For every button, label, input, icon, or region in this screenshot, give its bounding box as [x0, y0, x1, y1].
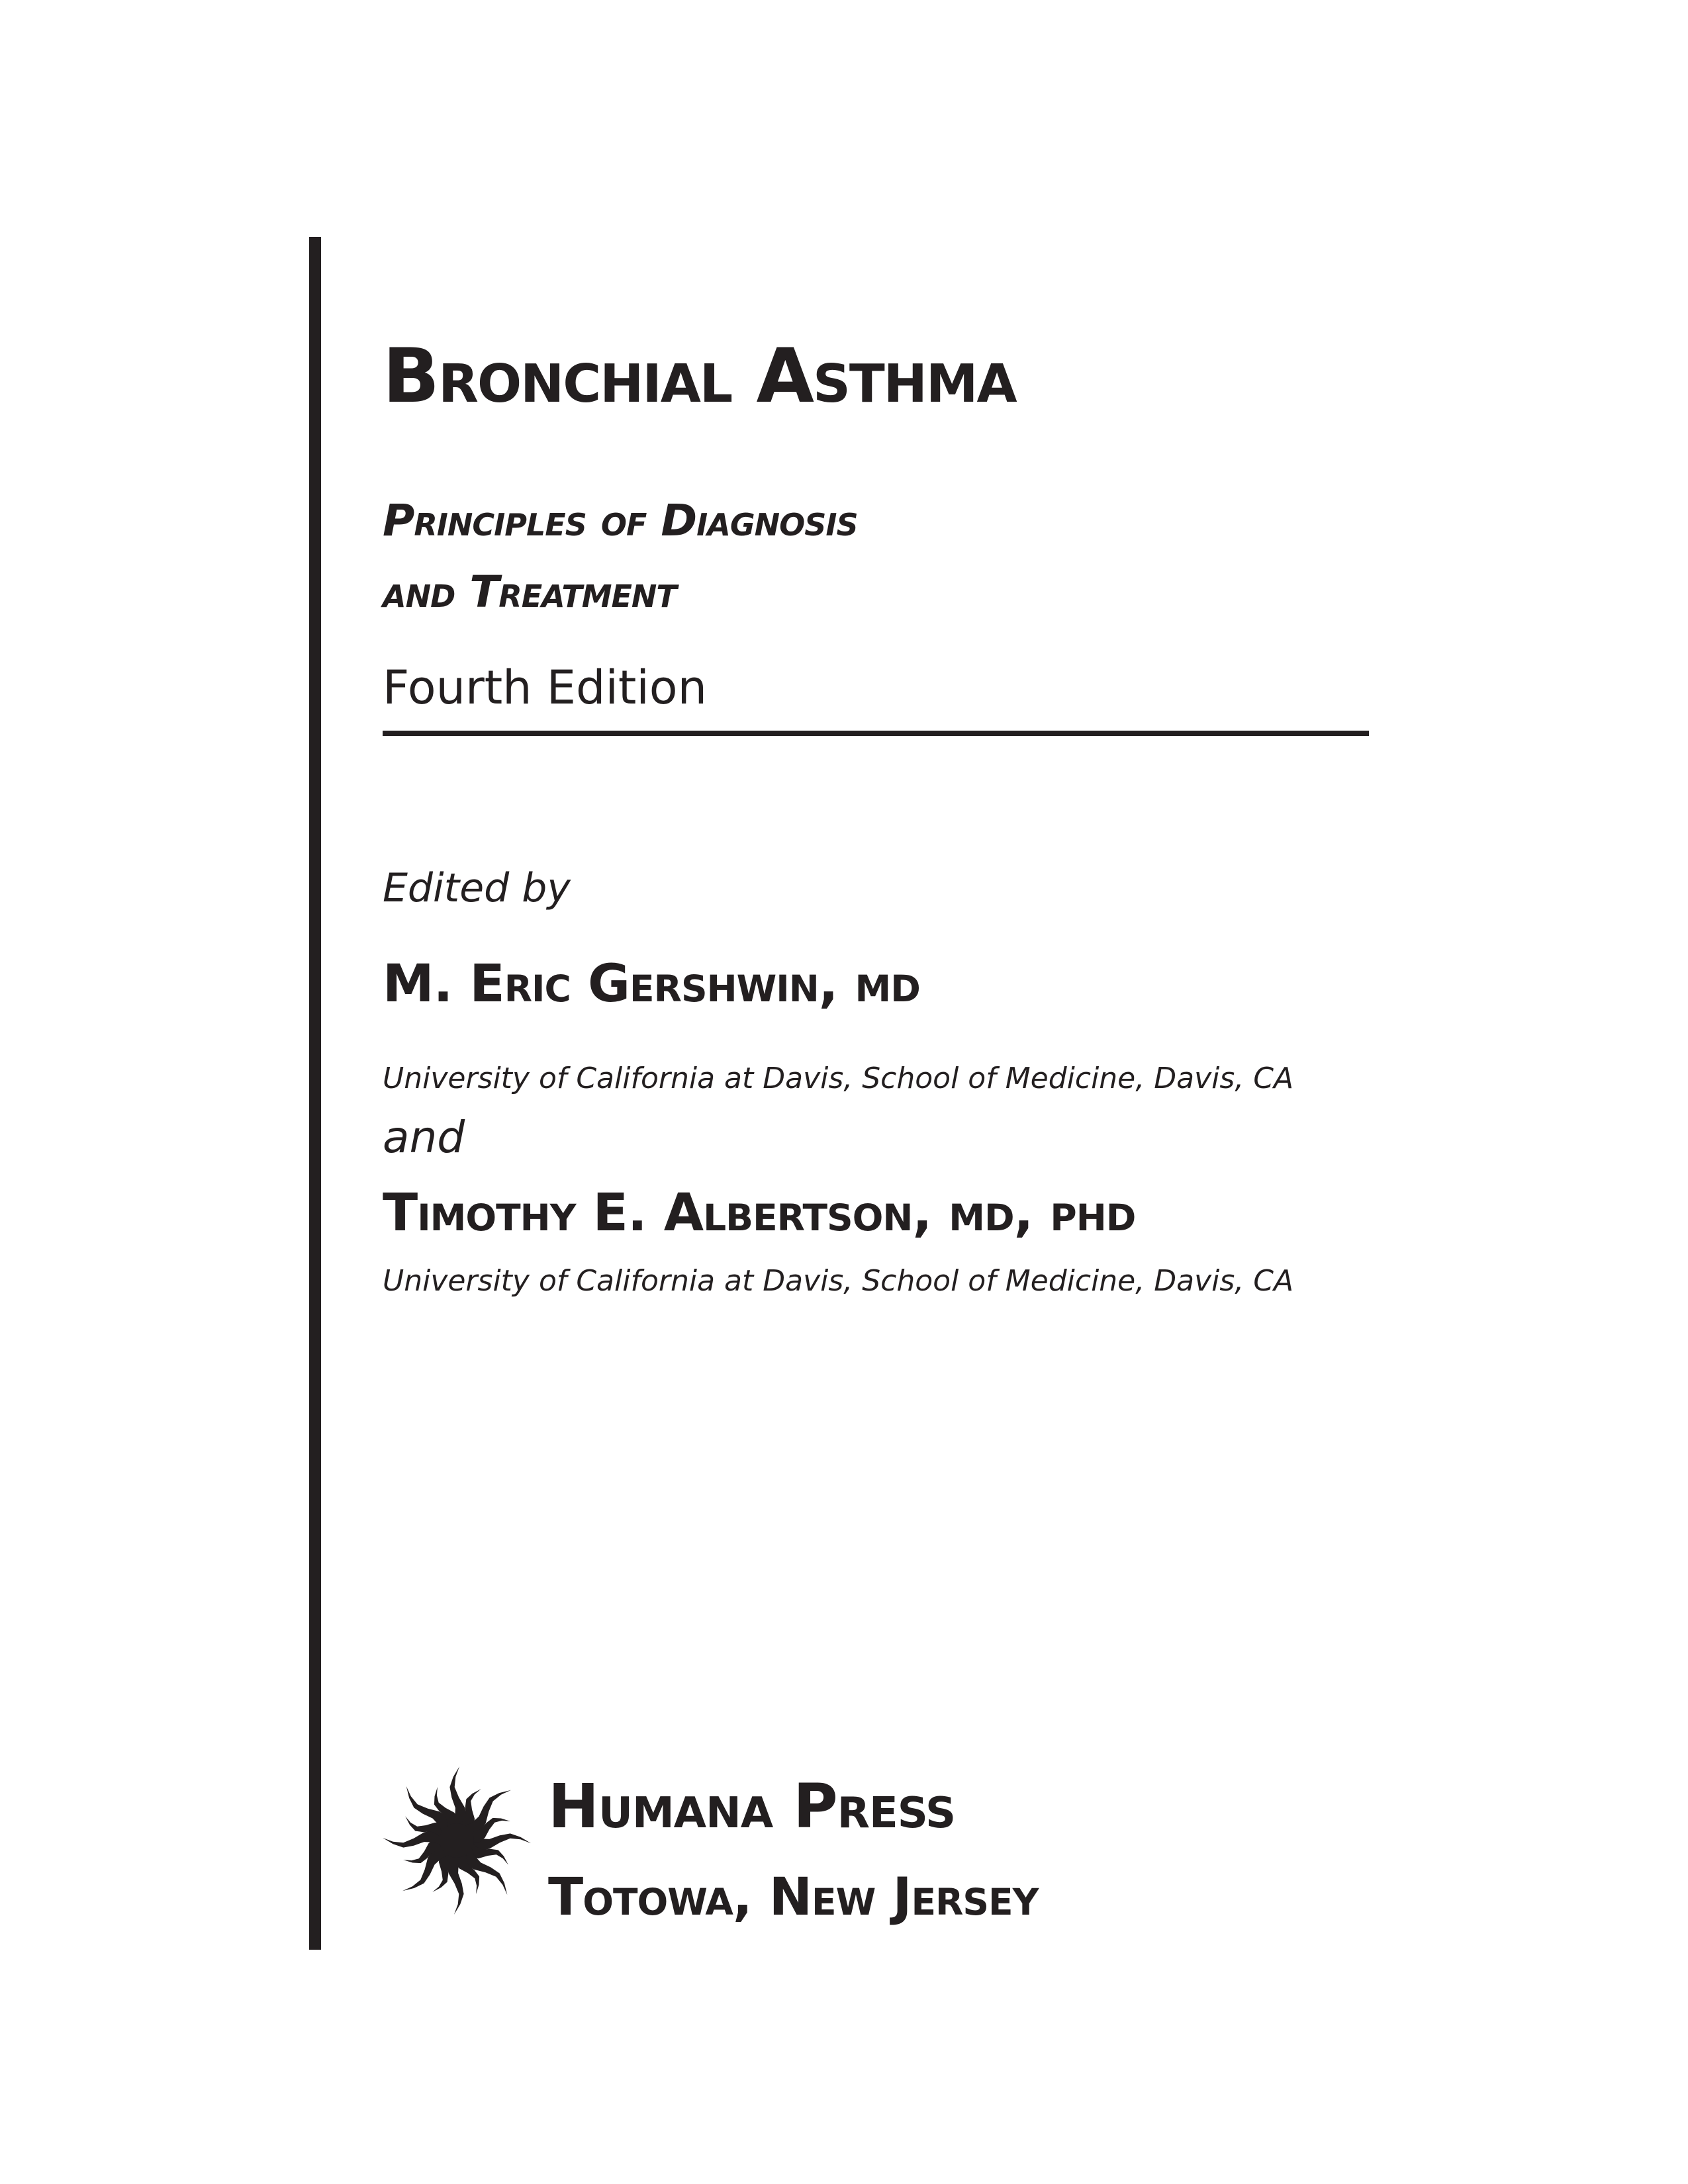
publisher-name: Humana Press — [548, 1771, 956, 1842]
book-title: Bronchial Asthma — [383, 332, 1016, 420]
editor-name-1: M. Eric Gershwin, md — [383, 954, 920, 1014]
edited-by-label: Edited by — [383, 865, 571, 911]
sun-burst-icon — [377, 1758, 536, 1923]
editor-affiliation-2: University of California at Davis, School of Medicine, Davis, CA — [383, 1264, 1294, 1298]
edition-label: Fourth Edition — [383, 660, 707, 715]
editor-affiliation-1: University of California at Davis, School of Medicine, Davis, CA — [383, 1062, 1294, 1095]
editor-name-2: Timothy E. Albertson, md, phd — [383, 1183, 1136, 1243]
vertical-rule — [309, 237, 321, 1950]
horizontal-rule — [383, 731, 1369, 736]
and-conjunction: and — [383, 1112, 465, 1163]
publisher-location: Totowa, New Jersey — [548, 1868, 1039, 1927]
subtitle-line-1: Principles of Diagnosis — [383, 495, 858, 546]
subtitle-line-2: and Treatment — [383, 567, 677, 617]
